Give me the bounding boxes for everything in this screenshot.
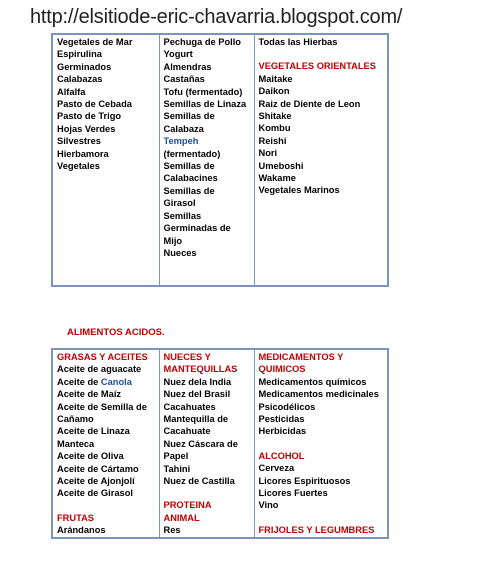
list-item: Nuez Cáscara de: [163, 438, 238, 449]
list-item: Aceite de Girasol: [57, 488, 133, 499]
list-item: Hojas Verdes: [57, 123, 116, 134]
list-item: Calabazas: [57, 74, 103, 85]
list-item: Kombu: [258, 123, 291, 134]
list-item: Castañas: [163, 74, 205, 85]
tempeh-item: Tempeh: [163, 136, 199, 147]
list-item: Cacahuate: [163, 426, 211, 437]
list-item: Calabacines: [163, 173, 218, 184]
list-item: Vegetales de Mar: [57, 37, 133, 47]
list-item: Shitake: [258, 111, 292, 122]
list-item: Nuez de Castilla: [163, 476, 235, 487]
list-item: Aceite de Semilla de: [57, 401, 147, 412]
canola-prefix: Aceite de: [57, 376, 101, 387]
list-item: Mijo: [163, 235, 183, 246]
table1-col3: [254, 34, 388, 286]
list-item: Pechuga de Pollo: [163, 37, 241, 47]
section-title: ALIMENTOS ACIDOS.: [67, 327, 165, 338]
table1-col1: [52, 34, 159, 286]
list-item: Tofu (fermentado): [163, 86, 243, 97]
list-item: Reishi: [258, 135, 287, 146]
list-item: Nueces: [163, 247, 197, 258]
category-heading: ANIMAL: [163, 512, 200, 523]
list-item: Umeboshi: [258, 160, 304, 171]
spacer: [259, 512, 385, 524]
list-item: Semillas de Linaza: [163, 99, 247, 110]
list-item: Daikon: [258, 86, 290, 97]
list-item: Medicamentos medicinales: [258, 389, 379, 400]
spacer: [259, 48, 385, 60]
list-item: (fermentado): [163, 148, 221, 159]
list-item: Licores Espirituosos: [258, 475, 351, 486]
list-item: Res: [163, 525, 181, 536]
list-item: Vegetales: [57, 161, 100, 172]
list-item: Aceite de Oliva: [57, 451, 124, 462]
list-item: Aceite de Maíz: [57, 389, 122, 400]
list-item: Aceite de Cártamo: [57, 463, 139, 474]
list-item: Hierbamora: [57, 148, 109, 159]
table1-col2: [159, 34, 254, 286]
acid-foods-table: [51, 348, 389, 539]
list-item: Girasol: [163, 198, 196, 209]
category-heading: MEDICAMENTOS Y: [258, 352, 344, 362]
list-item: Pasto de Cebada: [57, 99, 132, 110]
list-item: Nuez del Brasil: [163, 389, 231, 400]
list-item: Wakame: [258, 173, 296, 184]
table2-col1: [52, 349, 159, 538]
list-item: Calabaza: [163, 123, 204, 134]
list-item: Vino: [258, 500, 279, 511]
list-item: Cerveza: [258, 463, 295, 474]
list-item: Pesticidas: [258, 414, 305, 425]
table2-col3: [254, 349, 388, 538]
list-item: Semillas de: [163, 111, 215, 122]
table2-col2: [159, 349, 254, 538]
category-heading: MANTEQUILLAS: [163, 364, 238, 375]
list-item: Semillas: [163, 210, 202, 221]
category-heading: FRUTAS: [57, 512, 95, 523]
blog-url-watermark: http://elsitiode-eric-chavarria.blogspot.com/: [30, 6, 403, 28]
spacer: [164, 487, 251, 499]
spacer: [57, 500, 156, 512]
list-item: Almendras: [163, 61, 212, 72]
category-heading: ALCOHOL: [258, 450, 305, 461]
list-item: Vegetales Marinos: [258, 185, 340, 196]
list-item: Licores Fuertes: [258, 488, 328, 499]
list-item: Semillas de: [163, 161, 215, 172]
list-item: Nuez dela India: [163, 376, 232, 387]
canola-word: Canola: [100, 376, 132, 387]
list-item: Mantequilla de: [163, 414, 229, 425]
list-item: Herbicidas: [258, 426, 307, 437]
list-item: Maitake: [258, 73, 293, 84]
list-item: Germinados: [57, 61, 112, 72]
list-item: Manteca: [57, 438, 95, 449]
list-item: Semillas de: [163, 185, 215, 196]
list-item: Papel: [163, 451, 189, 462]
list-item: Tahini: [163, 463, 191, 474]
list-item: Nori: [258, 148, 278, 159]
list-item: Espirulina: [57, 49, 102, 60]
list-item: Cacahuates: [163, 401, 216, 412]
list-item: Arándanos: [57, 525, 106, 536]
list-item: Silvestres: [57, 136, 101, 147]
list-item: Yogurt: [163, 49, 193, 60]
list-item: Aceite de aguacate: [57, 364, 142, 375]
alkaline-foods-table: [51, 33, 389, 287]
category-heading: VEGETALES ORIENTALES: [258, 61, 376, 72]
category-heading: PROTEINA: [163, 500, 212, 511]
category-heading: GRASAS Y ACEITES: [57, 352, 148, 362]
list-item: Psicodélicos: [258, 401, 316, 412]
category-heading: NUECES Y: [163, 352, 211, 362]
category-heading: QUIMICOS: [258, 364, 306, 375]
list-item: Pasto de Trigo: [57, 111, 122, 122]
list-item: [57, 376, 156, 388]
list-item: Raiz de Diente de Leon: [258, 98, 361, 109]
list-item: Alfalfa: [57, 86, 86, 97]
category-heading: FRIJOLES Y LEGUMBRES: [258, 524, 375, 535]
spacer: [259, 438, 385, 450]
list-item: Germinadas de: [163, 223, 231, 234]
list-item: Aceite de Ajonjolí: [57, 476, 135, 487]
list-item: Aceite de Linaza: [57, 426, 130, 437]
list-item: Todas las Hierbas: [258, 37, 338, 47]
list-item: Medicamentos químicos: [258, 376, 367, 387]
list-item: Cañamo: [57, 414, 94, 425]
